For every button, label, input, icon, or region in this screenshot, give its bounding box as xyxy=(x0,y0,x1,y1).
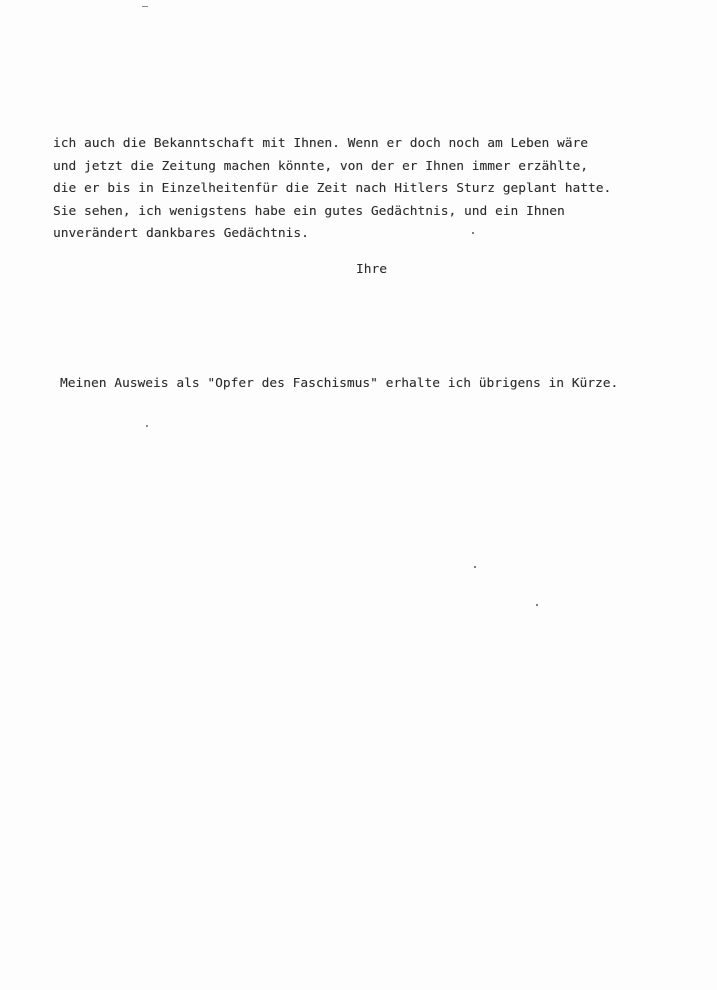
ink-speck xyxy=(146,425,148,427)
body-line: Sie sehen, ich wenigstens habe ein gutes Gedächtnis, und ein Ihnen xyxy=(53,203,565,219)
ink-speck xyxy=(536,604,538,606)
ink-speck xyxy=(472,232,474,234)
postscript: Meinen Ausweis als "Opfer des Faschismus" erhalte ich übrigens in Kürze. xyxy=(60,376,619,391)
page-top-mark xyxy=(142,6,148,7)
letter-body xyxy=(53,133,611,246)
ink-speck xyxy=(474,566,476,568)
body-line: ich auch die Bekanntschaft mit Ihnen. Wenn er doch noch am Leben wäre xyxy=(53,136,589,151)
body-line: unverändert dankbares Gedächtnis. xyxy=(53,226,309,241)
body-line: die er bis in Einzelheitenfür die Zeit nach Hitlers Sturz geplant hatte. xyxy=(53,181,612,196)
closing-salutation: Ihre xyxy=(356,262,388,277)
body-line: und jetzt die Zeitung machen könnte, von der er Ihnen immer erzählte, xyxy=(53,158,589,174)
